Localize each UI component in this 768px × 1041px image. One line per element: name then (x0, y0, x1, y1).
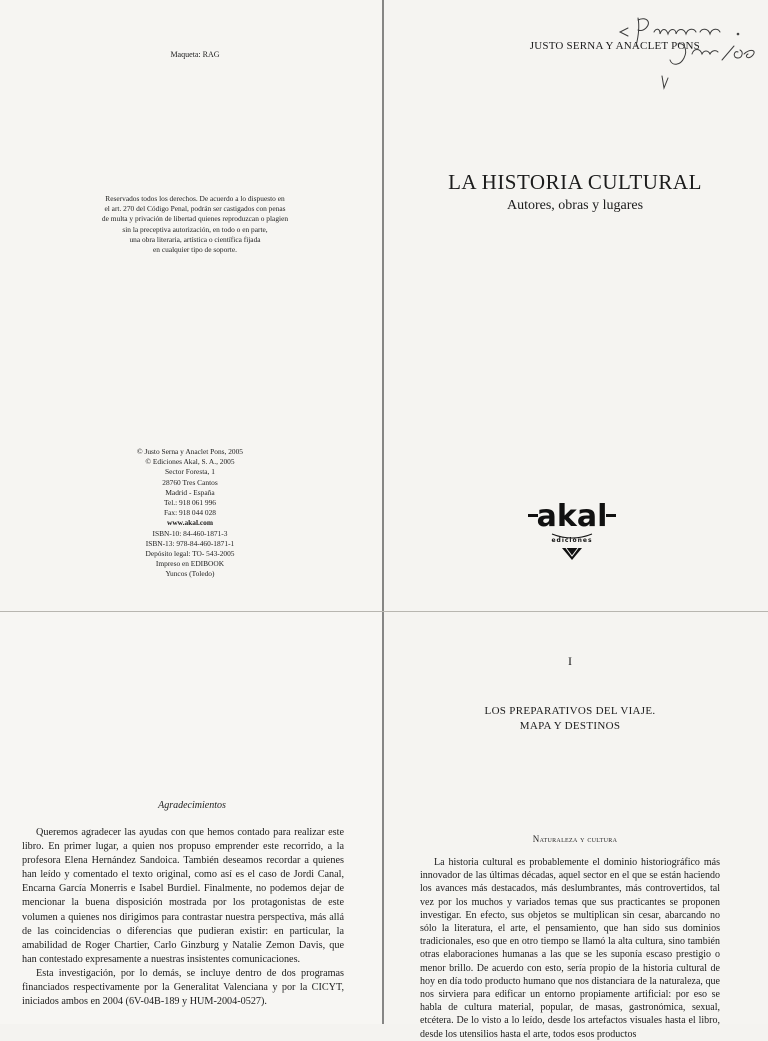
rights-line: Reservados todos los derechos. De acuerdo a lo dispuesto en (105, 194, 285, 203)
colophon-line: 28760 Tres Cantos (162, 477, 218, 487)
rights-line: una obra literaria, artística o científica fijada (129, 234, 261, 244)
colophon-line: ISBN-13: 978-84-460-1871-1 (145, 538, 235, 548)
handwritten-note (600, 6, 768, 102)
acknowledgements-body (22, 826, 344, 1009)
colophon-line: Tel.: 918 061 996 (163, 498, 217, 508)
svg-text:ediciones: ediciones (551, 537, 593, 544)
rights-line: en cualquier tipo de soporte. (153, 245, 237, 255)
chapter-body (420, 856, 720, 1041)
rights-line: sin la preceptiva autorización, en todo o en parte, (122, 224, 268, 234)
colophon-line: Impreso en EDIBOOK (155, 559, 225, 569)
chapter-number: I (568, 654, 572, 668)
book-gutter (382, 0, 384, 1024)
chapter-title-line: MAPA Y DESTINOS (519, 720, 621, 732)
rights-line: el art. 270 del Código Penal, podrán ser castigados con penas (104, 204, 286, 214)
chapter-title (440, 704, 700, 734)
book-subtitle: Autores, obras y lugares (506, 198, 644, 213)
section-heading: Naturaleza y cultura (532, 834, 618, 844)
publisher-url: www.akal.com (167, 518, 213, 528)
colophon-line: Fax: 918 044 028 (164, 508, 216, 518)
design-credit: Maqueta: RAG (170, 50, 220, 59)
colophon-line: Yuncos (Toledo) (165, 569, 215, 579)
chapter-title-line: LOS PREPARATIVOS DEL VIAJE. (484, 705, 656, 717)
colophon-line: Depósito legal: TO- 543-2005 (145, 549, 235, 559)
book-authors: JUSTO SERNA Y ANACLET PONS (529, 40, 700, 52)
svg-text:akal: akal (536, 499, 608, 534)
colophon-line: © Ediciones Akal, S. A., 2005 (145, 457, 235, 467)
colophon-line: © Justo Serna y Anaclet Pons, 2005 (137, 447, 243, 456)
colophon-line: Sector Foresta, 1 (165, 467, 215, 477)
paragraph: Queremos agradecer las ayudas con que hemos contado para realizar este libro. En primer lugar, a quien nos propuso emprender este recorrido, a la profesora Elena Hernández Sandoica. También deseamos recordar a quienes han leído y comentado el texto original, como así es el caso de Jordi Canal, Encarna García Monerris e Isabel Burdiel. Finalmente, no podemos dejar de mencionar la buena disposición mostrada por los protagonistas de este volumen a quienes nos dirigimos para contrastar nuestra perspectiva, más allá de las coincidencias o diferencias que pudieran existir: en particular, la amabilidad de Roger Chartier, Carlo Ginzburg y Natalie Zemon Davis, que han contestado expresamente a nuestras insistentes comunicaciones. (22, 827, 344, 965)
paragraph: Esta investigación, por lo demás, se incluye dentro de dos programas financiados respectivamente por la Generalitat Valenciana y por la CICYT, iniciados ambos en 2004 (6V-04B-189 y HUM-2004-0527). (22, 967, 344, 1008)
acknowledgements-heading: Agradecimientos (158, 800, 226, 811)
paragraph: La historia cultural es probablemente el dominio historiográfico más innovador de las últimas décadas, aquel sector en el que se están haciendo los avances más destacados, más deslumbrantes, más controvertidos, tal vez por los muchos y variados temas que sus practicantes se proponen investigar. En efecto, sus objetos se multiplican sin cesar, abarcando no sólo la literatura, el arte, el pensamiento, que han sido sus dominios tradicionales, eso que en otro tiempo se llamó la alta cultura, sino también otras elaboraciones humanas a las que se les suponía escaso prestigio o menor brillo. De acuerdo con esto, sería propio de la historia cultural de hoy en día todo producto humano que nos distanciara de la naturaleza, que nos sirviera para edificar un entorno propiamente artificial: por eso se habla de cultura material, popular, de masas, gastronómica, sexual, etcétera. De lo visto a lo leído, desde los artefactos visuales hasta el libro, desde los utensilios hasta el arte, todos esos productos (420, 857, 720, 1040)
book-title: LA HISTORIA CULTURAL (448, 170, 702, 194)
rights-notice (70, 194, 320, 255)
rights-line: de multa y privación de libertad quienes reproduzcan o plagien (101, 214, 289, 224)
colophon (80, 447, 300, 580)
spread-divider (0, 611, 768, 612)
colophon-line: Madrid - España (165, 487, 215, 497)
akal-logo (522, 482, 622, 572)
copyright-page (0, 0, 384, 612)
colophon-line: ISBN-10: 84-460-1871-3 (152, 528, 228, 538)
